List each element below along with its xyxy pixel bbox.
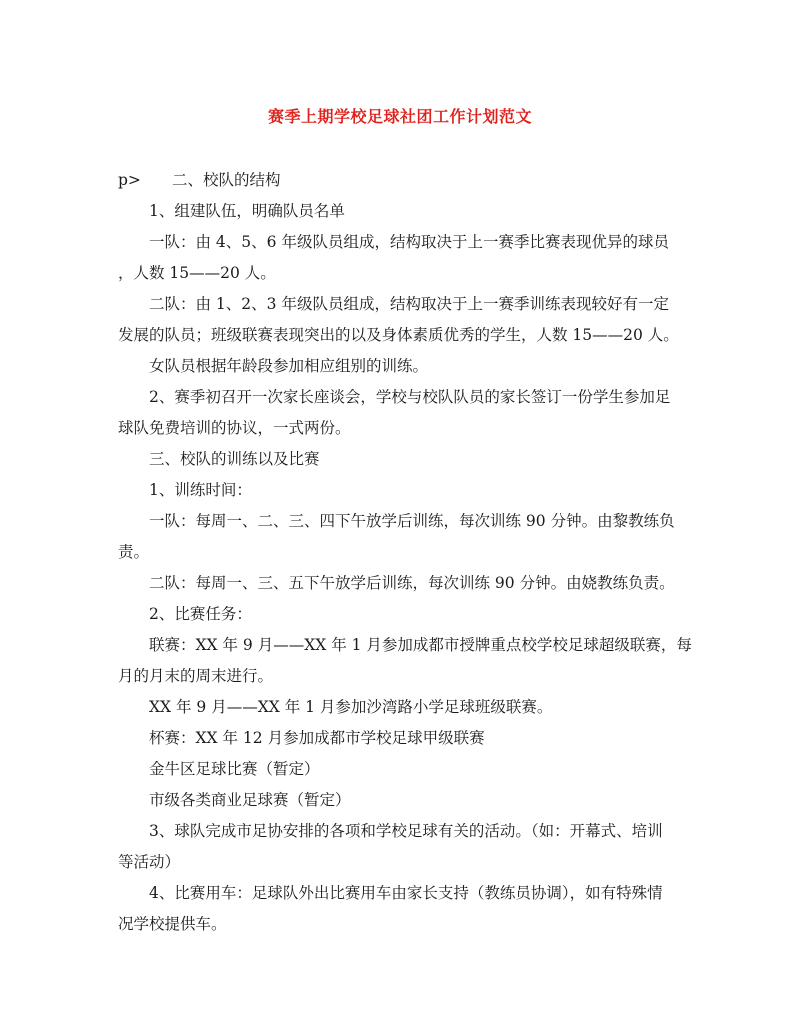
paragraph-line: XX 年 9 月——XX 年 1 月参加沙湾路小学足球班级联赛。 [149,698,553,716]
paragraph-line: 2、赛季初召开一次家长座谈会，学校与校队队员的家长签订一份学生参加足 [149,388,671,406]
paragraph-line: 市级各类商业足球赛（暂定） [149,791,351,809]
paragraph-line: 责。 [118,543,150,561]
paragraph-line: 联赛：XX 年 9 月——XX 年 1 月参加成都市授牌重点校学校足球超级联赛，每 [149,636,692,654]
line-text: 二、校队的结构 [172,171,281,189]
paragraph-line: 等活动） [118,853,181,871]
paragraph-line: 4、比赛用车：足球队外出比赛用车由家长支持（教练员协调），如有特殊情 [149,884,663,902]
paragraph-line: 金牛区足球比赛（暂定） [149,760,320,778]
paragraph-line: 发展的队员；班级联赛表现突出的以及身体素质优秀的学生，人数 15——20 人。 [118,326,679,344]
paragraph-line: 二队：由 1、2、3 年级队员组成，结构取决于上一赛季训练表现较好有一定 [149,295,669,313]
paragraph-line: 月的月末的周末进行。 [118,667,274,685]
paragraph-line: 杯赛：XX 年 12 月参加成都市学校足球甲级联赛 [149,729,485,747]
paragraph-line: 1、组建队伍，明确队员名单 [149,202,345,220]
paragraph-line: 女队员根据年龄段参加相应组别的训练。 [149,357,429,375]
section-heading-training: 三、校队的训练以及比赛 [149,450,320,468]
document-title: 赛季上期学校足球社团工作计划范文 [267,107,532,126]
paragraph-marker: p> [118,171,141,189]
paragraph-line: 一队：每周一、二、三、四下午放学后训练，每次训练 90 分钟。由黎教练负 [149,512,675,530]
paragraph-line: 1、训练时间： [149,481,252,499]
paragraph-line: 二队：每周一、三、五下午放学后训练，每次训练 90 分钟。由娆教练负责。 [149,574,675,592]
paragraph-line: ，人数 15——20 人。 [118,264,276,282]
document-body [118,166,692,941]
paragraph-line: 况学校提供车。 [118,915,227,933]
paragraph-line: 球队免费培训的协议，一式两份。 [118,419,351,437]
paragraph-line: 一队：由 4、5、6 年级队员组成，结构取决于上一赛季比赛表现优异的球员 [149,233,669,251]
section-heading-structure [118,166,678,194]
paragraph-line: 3、球队完成市足协安排的各项和学校足球有关的活动。（如：开幕式、培训 [149,822,663,840]
paragraph-line: 2、比赛任务： [149,605,252,623]
